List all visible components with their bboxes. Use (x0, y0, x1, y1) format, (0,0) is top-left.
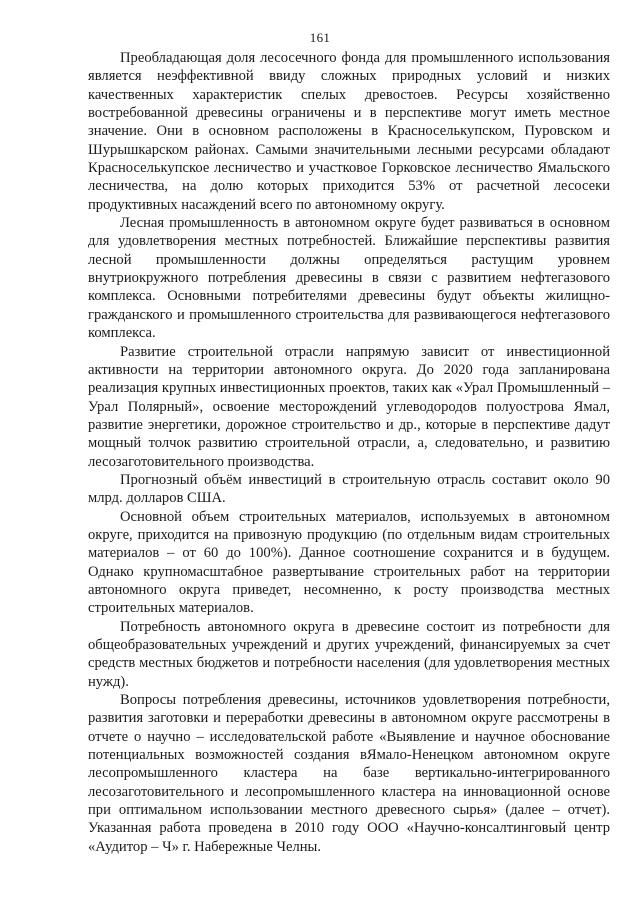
paragraph-6: Потребность автономного округа в древесине состоит из потребности для общеобразовательных учреждений и других учреждений, финансируемых за счет средств местных бюджетов и потребности населения (для удовлетворения местных нужд). (88, 618, 610, 690)
paragraph-2: Лесная промышленность в автономном округе будет развиваться в основном для удовлетворения местных потребностей. Ближайшие перспективы развития лесной промышленности должны определяться растущим уровнем внутриокружного потребления древесины в связи с развитием нефтегазового комплекса. Основными потребителями древесины будут объекты жилищно-гражданского и промышленного строительства для развивающегося нефтегазового комплекса. (88, 215, 610, 342)
document-body (88, 49, 610, 856)
paragraph-7: Вопросы потребления древесины, источников удовлетворения потребности, развития заготовки и переработки древесины в автономном округе рассмотрены в отчете о научно – исследовательской работе «Выявление и научное обоснование потенциальных возможностей создания вЯмало-Ненецком автономном округе лесопромышленного кластера на базе вертикально-интегрированного лесозаготовительного и лесопромышленного кластера на инновационной основе при оптимальном использовании местного древесного сырья» (далее – отчет). Указанная работа проведена в 2010 году ООО «Научно-консалтинговый центр «Аудитор – Ч» г. Набережные Челны. (88, 692, 610, 855)
page-number: 161 (309, 30, 331, 45)
paragraph-1: Преобладающая доля лесосечного фонда для промышленного использования является неэффективной ввиду сложных природных условий и низких качественных характеристик спелых древостоев. Ресурсы хозяйственно востребованной древесины ограничены и в перспективе могут иметь местное значение. Они в основном расположены в Красноселькупском, Пуровском и Шурышкарском районах. Самыми значительными лесными ресурсами обладают Красноселькупское лесничество и участковое Горковское лесничество Ямальского лесничества, на долю которых приходится 53% от расчетной лесосеки продуктивных насаждений всего по автономному округу. (88, 50, 610, 213)
paragraph-4: Прогнозный объём инвестиций в строительную отрасль составит около 90 млрд. долларов США. (88, 471, 610, 507)
paragraph-5: Основной объем строительных материалов, используемых в автономном округе, приходится на привозную продукцию (по отдельным видам строительных материалов – от 60 до 100%). Данное соотношение сохранится и в будущем. Однако крупномасштабное развертывание строительных работ на территории автономного округа приведет, несомненно, к росту производства местных строительных материалов. (88, 508, 610, 617)
paragraph-3: Развитие строительной отрасли напрямую зависит от инвестиционной активности на территории автономного округа. До 2020 года запланирована реализация крупных инвестиционных проектов, таких как «Урал Промышленный – Урал Полярный», освоение месторождений углеводородов полуострова Ямал, развитие энергетики, дорожное строительство и др., которые в перспективе дадут мощный толчок развитию строительной отрасли, а, следовательно, и развитию лесозаготовительного производства. (88, 343, 610, 470)
